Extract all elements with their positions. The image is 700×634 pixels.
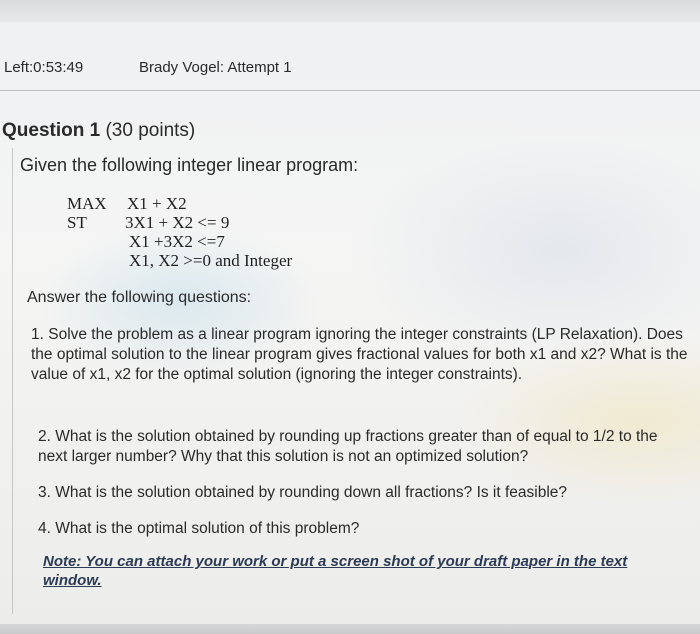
lp-constraint-3: X1, X2 >=0 and Integer [129,251,293,270]
question-item-4: 4. What is the optimal solution of this problem? [38,520,360,537]
lp-constraint-2: X1 +3X2 <=7 [129,232,225,251]
bottom-edge [0,624,700,634]
lp-constraint-1: 3X1 + X2 <= 9 [125,213,230,232]
question-item-2: 2. What is the solution obtained by rounding up fractions greater than of equal to 1/2 to the next larger number? Why that this solution is not an optimized solution? [38,428,658,465]
header-bar [0,56,700,82]
question-item-3: 3. What is the solution obtained by rounding down all fractions? Is it feasible? [38,484,568,501]
question-number: Question 1 [2,120,101,141]
answer-instructions: Answer the following questions: [27,289,252,306]
header-divider [0,90,700,91]
lp-st-keyword: ST [67,213,87,232]
question-title [2,120,195,142]
question-points: (30 points) [105,120,196,141]
top-band [0,0,700,22]
lp-max-keyword: MAX [67,194,107,213]
time-remaining: Left:0:53:49 [4,59,84,76]
lp-objective: X1 + X2 [127,194,187,213]
question-item-1: 1. Solve the problem as a linear program ignoring the integer constraints (LP Relaxation). Does the optimal solution to the linear program gives fractional values for both x1 and x2? What is the value of x1, x2 for the optimal solution (ignoring the integer constraints). [31,326,688,383]
question-intro: Given the following integer linear program: [20,155,359,175]
attachment-note: Note: You can attach your work or put a screen shot of your draft paper in the text window. [43,553,628,589]
attempt-label: Brady Vogel: Attempt 1 [139,59,292,76]
